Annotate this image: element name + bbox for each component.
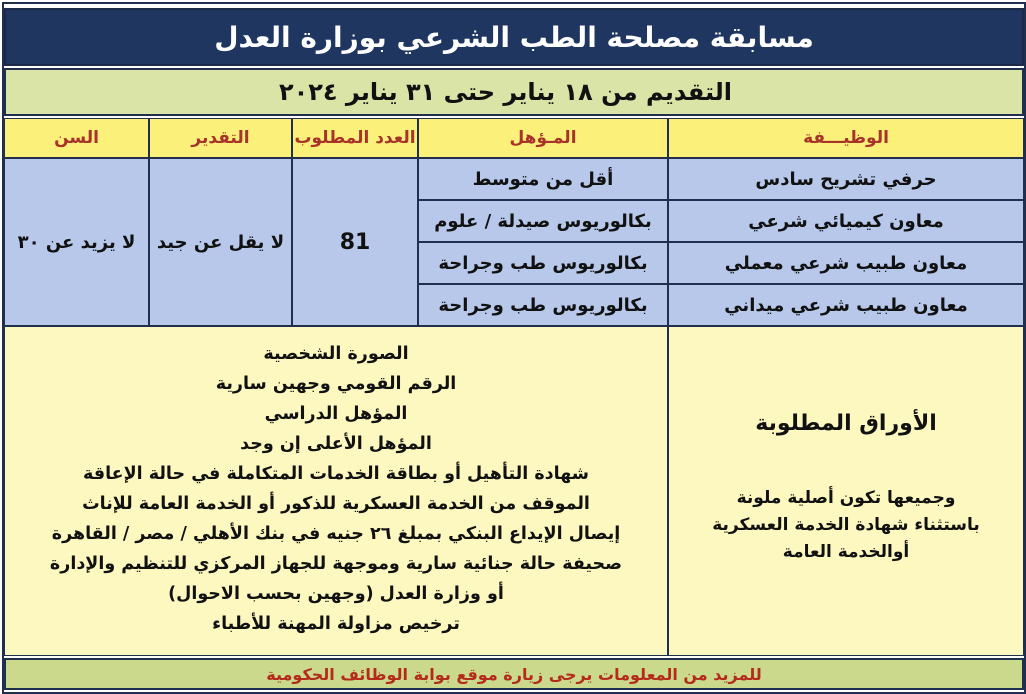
- doc-item: ترخيص مزاولة المهنة للأطباء: [212, 614, 460, 634]
- job-title-1: حرفي تشريح سادس: [668, 158, 1024, 200]
- required-docs-title: الأوراق المطلوبة: [755, 411, 937, 436]
- required-docs-note: [669, 485, 1023, 566]
- note-line: باستثناء شهادة الخدمة العسكرية: [712, 515, 980, 535]
- job-title-4: معاون طبيب شرعي ميداني: [668, 284, 1024, 326]
- header-qualification: المـؤهل: [418, 118, 668, 158]
- application-dates: التقديم من ١٨ يناير حتى ٣١ يناير ٢٠٢٤: [4, 68, 1024, 116]
- job-qualification-3: بكالوريوس طب وجراحة: [418, 242, 668, 284]
- job-qualification-4: بكالوريوس طب وجراحة: [418, 284, 668, 326]
- doc-item: الموقف من الخدمة العسكرية للذكور أو الخدمة العامة للإناث: [82, 494, 590, 514]
- job-title-2: معاون كيميائي شرعي: [668, 200, 1024, 242]
- header-age: السن: [4, 118, 149, 158]
- required-docs-panel: [668, 326, 1024, 656]
- header-grade: التقدير: [149, 118, 292, 158]
- doc-item: الرقم القومي وجهين سارية: [215, 374, 457, 394]
- job-qualification-1: أقل من متوسط: [418, 158, 668, 200]
- doc-item: صحيفة حالة جنائية سارية وموجهة للجهاز المركزي للتنظيم والإدارة: [49, 554, 623, 574]
- footer-note: للمزيد من المعلومات يرجى زيارة موقع بوابة الوظائف الحكومية: [4, 658, 1024, 690]
- required-count: 81: [292, 158, 418, 326]
- job-title-3: معاون طبيب شرعي معملي: [668, 242, 1024, 284]
- doc-item: الصورة الشخصية: [263, 344, 409, 364]
- grade-requirement: لا يقل عن جيد: [149, 158, 292, 326]
- doc-item: إيصال الإيداع البنكي بمبلغ ٢٦ جنيه في بنك الأهلي / مصر / القاهرة: [51, 524, 621, 544]
- age-limit: لا يزيد عن ٣٠: [4, 158, 149, 326]
- page-title: مسابقة مصلحة الطب الشرعي بوزارة العدل: [4, 8, 1024, 66]
- required-docs-list: [4, 326, 668, 656]
- announcement-frame: [2, 2, 1026, 694]
- doc-item: شهادة التأهيل أو بطاقة الخدمات المتكاملة في حالة الإعاقة: [83, 464, 589, 484]
- doc-item: المؤهل الأعلى إن وجد: [240, 434, 432, 454]
- doc-item: أو وزارة العدل (وجهين بحسب الاحوال): [168, 584, 504, 604]
- note-line: وجميعها تكون أصلية ملونة: [736, 488, 956, 508]
- header-count: العدد المطلوب: [292, 118, 418, 158]
- note-line: أوالخدمة العامة: [782, 542, 910, 562]
- doc-item: المؤهل الدراسي: [264, 404, 408, 424]
- job-qualification-2: بكالوريوس صيدلة / علوم: [418, 200, 668, 242]
- header-job: الوظيـــفة: [668, 118, 1024, 158]
